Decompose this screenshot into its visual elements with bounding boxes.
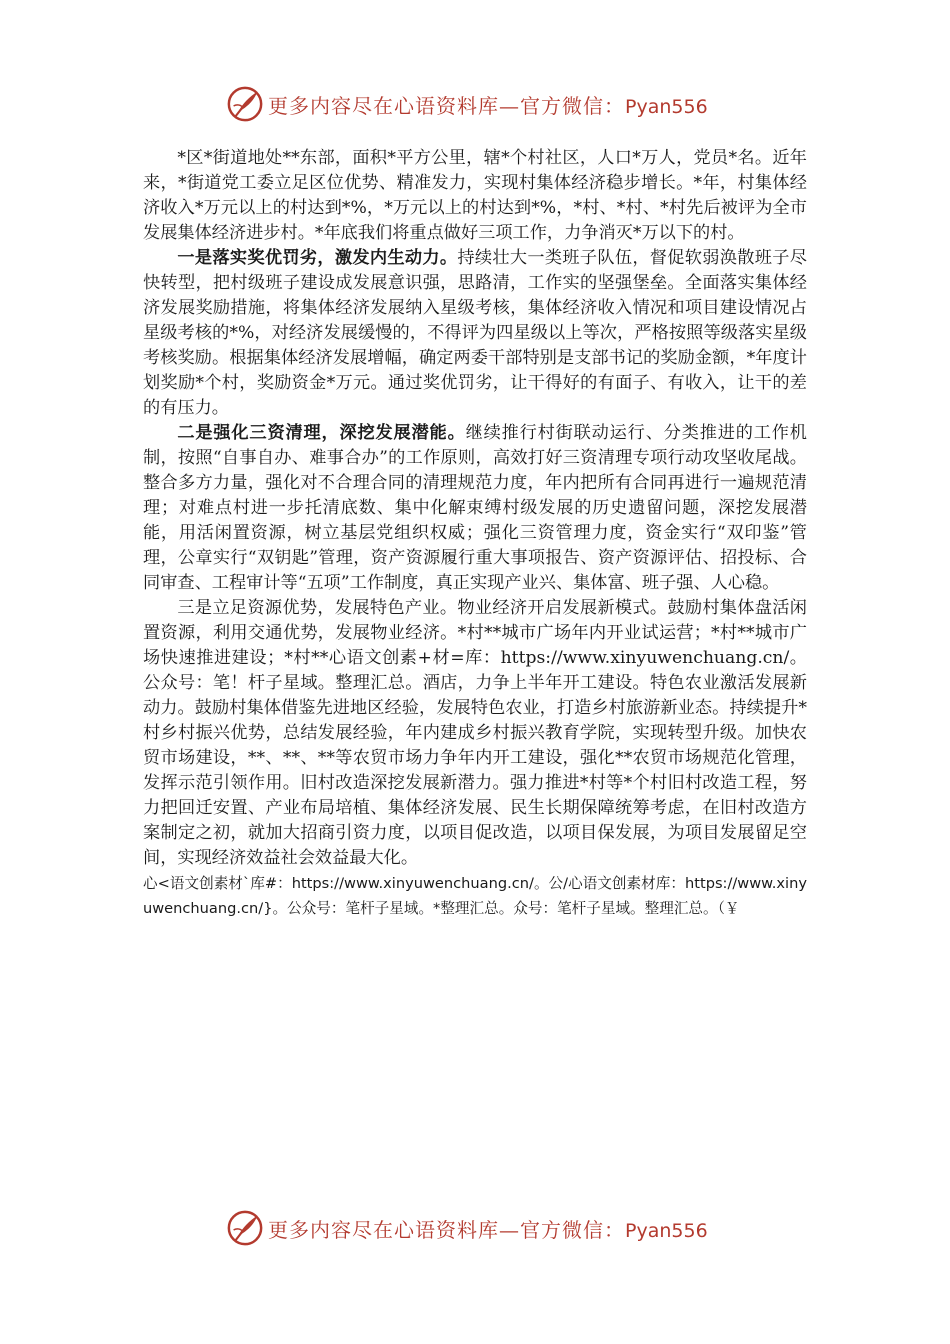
banner-text xyxy=(268,90,708,119)
quill-logo-icon xyxy=(226,1209,264,1247)
intro-paragraph: *区*街道地处**东部，面积*平方公里，辖*个村社区，人口*万人，党员*名。近年来，*街道党工委立足区位优势、精准发力，实现村集体经济稳步增长。*年，村集体经济收入*万元以上的村达到*%，*万元以上的村达到*%，*村、*村、*村先后被评为全市发展集体经济进步村。*年底我们将重点做好三项工作，力争消灭*万以下的村。 xyxy=(143,148,807,243)
paragraph-one-heading: 一是落实奖优罚劣，激发内生动力。 xyxy=(177,248,458,268)
banner-title: 更多内容尽在心语资料库 xyxy=(268,1217,499,1242)
banner-account: Pyan556 xyxy=(625,95,708,118)
document-body xyxy=(143,146,807,921)
banner-title: 更多内容尽在心语资料库 xyxy=(268,93,499,118)
paragraph-two-body: 继续推行村街联动运行、分类推进的工作机制，按照“自事自办、难事合办”的工作原则，高效打好三资清理专项行动攻坚收尾战。整合多方力量，强化对不合理合同的清理规范力度，年内把所有合同再进行一遍规范清理；对难点村进一步托清底数、集中化解束缚村级发展的历史遗留问题，深挖发展潜能，用活闲置资源，树立基层党组织权威；强化三资管理力度，资金实行“双印鉴”管理，公章实行“双钥匙”管理，资产资源履行重大事项报告、资产资源评估、招投标、合同审查、工程审计等“五项”工作制度，真正实现产业兴、集体富、班子强、人心稳。 xyxy=(143,423,807,593)
banner-suffix: 官方微信： xyxy=(520,93,625,118)
banner-account: Pyan556 xyxy=(625,1219,708,1242)
banner-suffix: 官方微信： xyxy=(520,1217,625,1242)
paragraph-two xyxy=(143,421,807,596)
quill-logo-icon xyxy=(226,85,264,123)
paragraph-three: 三是立足资源优势，发展特色产业。物业经济开启发展新模式。鼓励村集体盘活闲置资源，利用交通优势，发展物业经济。*村**城市广场年内开业试运营；*村**城市广场快速推进建设；*村**心语文创素+材=库：https://www.xinyuwenchuang.cn/。公众号：笔！杆子星域。整理汇总。酒店，力争上半年开工建设。特色农业激活发展新动力。鼓励村集体借鉴先进地区经验，发展特色农业，打造乡村旅游新业态。持续提升*村乡村振兴优势，总结发展经验，年内建成乡村振兴教育学院，实现转型升级。加快农贸市场建设，**、**、**等农贸市场力争年内开工建设，强化**农贸市场规范化管理，发挥示范引领作用。旧村改造深挖发展新潜力。强力推进*村等*个村旧村改造工程，努力把回迁安置、产业布局培植、集体经济发展、民生长期保障统筹考虑，在旧村改造方案制定之初，就加大招商引资力度，以项目促改造，以项目保发展，为项目发展留足空间，实现经济效益社会效益最大化。 xyxy=(143,598,807,868)
banner-separator: — xyxy=(499,1217,520,1242)
footer-banner xyxy=(226,1208,746,1248)
paragraph-one-body: 持续壮大一类班子队伍，督促软弱涣散班子尽快转型，把村级班子建设成发展意识强，思路清，工作实的坚强堡垒。全面落实集体经济发展奖励措施，将集体经济发展纳入星级考核，集体经济收入情况和项目建设情况占星级考核的*%，对经济发展缓慢的，不得评为四星级以上等次，严格按照等级落实星级考核奖励。根据集体经济发展增幅，确定两委干部特别是支部书记的奖励金额，*年度计划奖励*个村，奖励资金*万元。通过奖优罚劣，让干得好的有面子、有收入，让干的差的有压力。 xyxy=(143,248,807,418)
banner-separator: — xyxy=(499,93,520,118)
watermark-tail-text: 心<语文创素材`库#：https://www.xinyuwenchuang.cn/。公/心语文创素材库：https://www.xinyuwenchuang.cn/}。公众号：笔杆子星域。*整理汇总。众号：笔杆子星域。整理汇总。（￥ xyxy=(143,875,807,917)
header-banner xyxy=(226,84,746,124)
paragraph-one xyxy=(143,246,807,421)
banner-text xyxy=(268,1214,708,1243)
paragraph-two-heading: 二是强化三资清理，深挖发展潜能。 xyxy=(177,423,466,443)
